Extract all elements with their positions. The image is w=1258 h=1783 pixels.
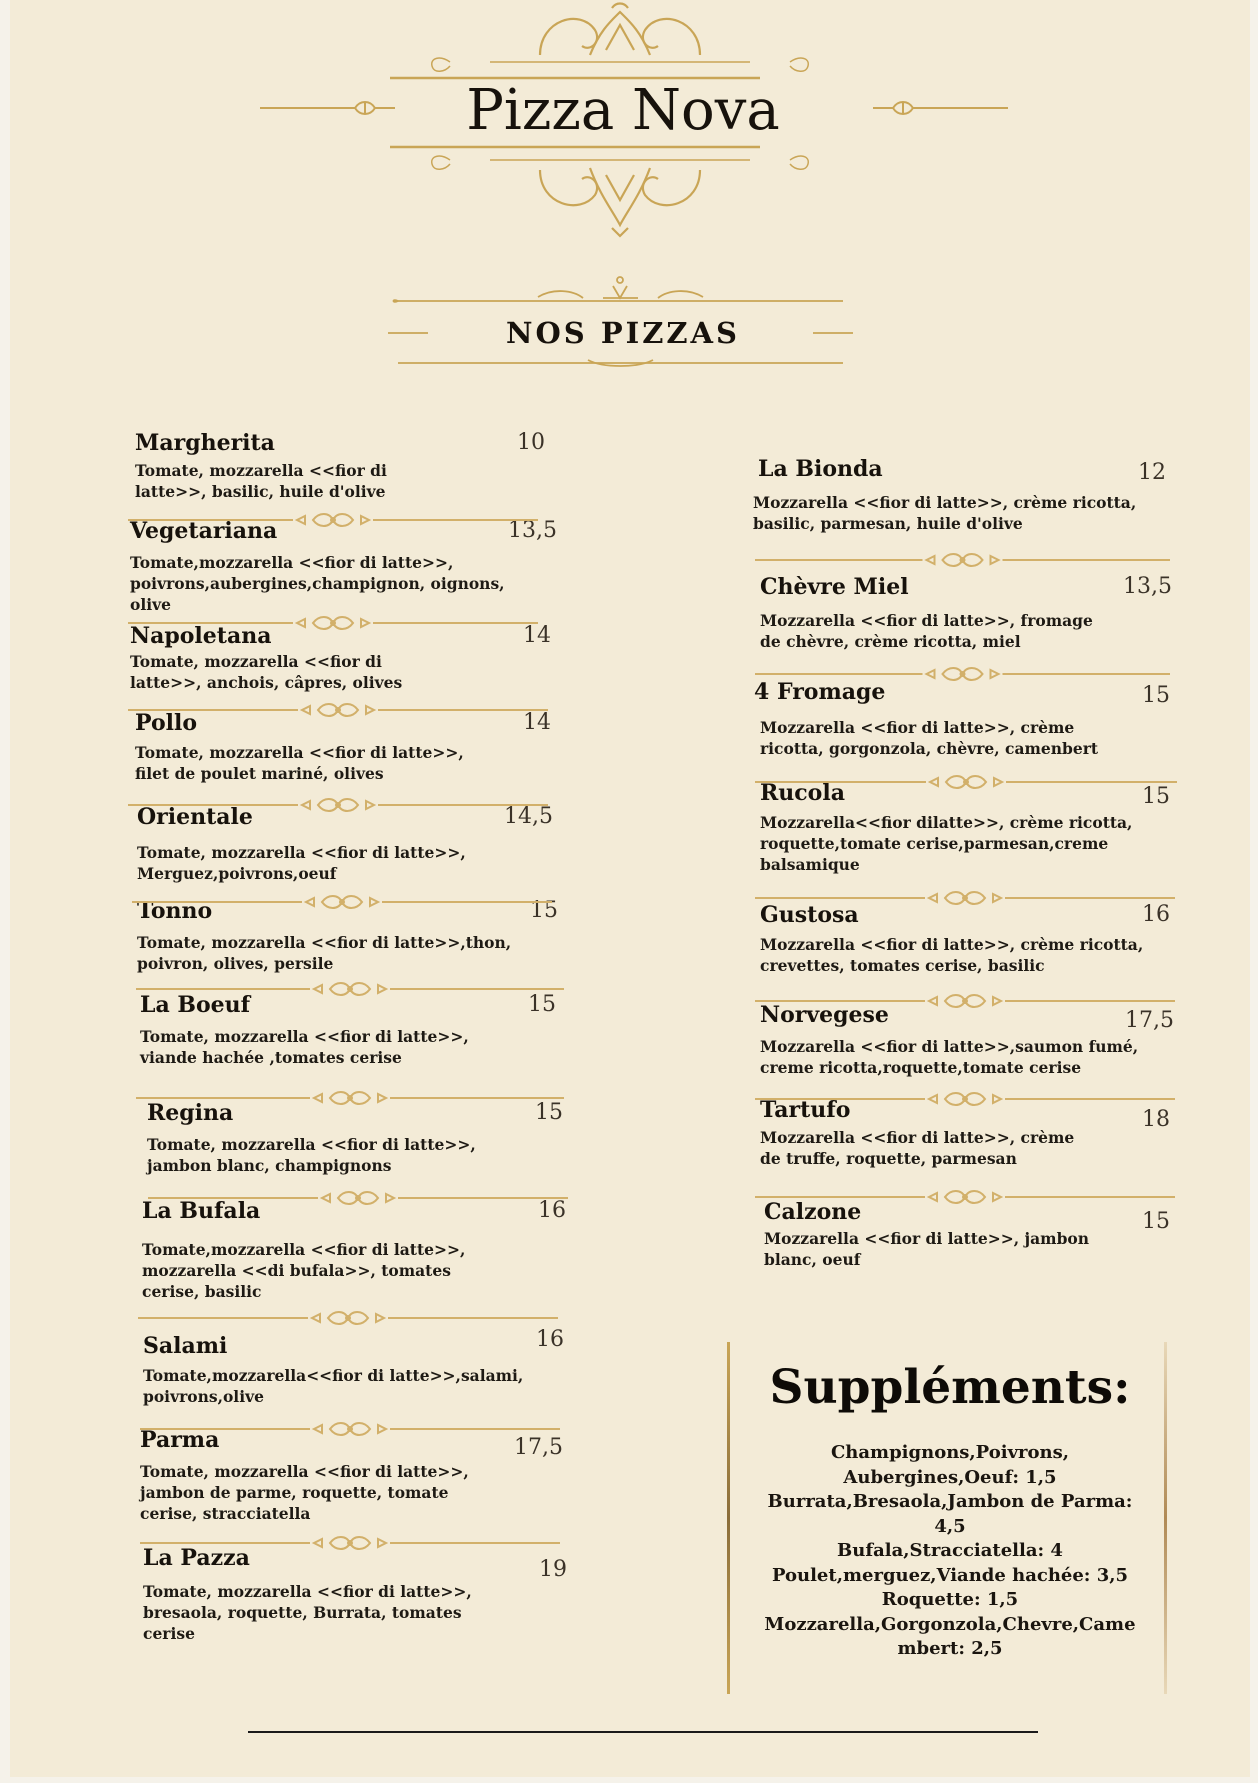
item-description: Tomate, mozzarella <<fior di latte>>, Merguez,poivrons,oeuf [137,843,466,883]
gold-divider-ornament [128,702,548,718]
item-description: Tomate, mozzarella <<fior di latte>>, jambon blanc, champignons [147,1135,476,1175]
item-name: Tonno [137,898,213,924]
gold-divider-ornament [148,1190,568,1206]
item-description: Mozzarella <<fior di latte>>, crème ricotta, basilic, parmesan, huile d'olive [753,493,1137,533]
gold-divider-ornament [755,552,1170,568]
item-description: Tomate, mozzarella <<fior di latte>>, anchois, câpres, olives [130,652,403,692]
gold-divider-ornament [755,1091,1175,1107]
item-price: 12 [1138,460,1166,485]
supplement-line: Burrata,Bresaola,Jambon de Parma: 4,5 [767,1491,1133,1537]
item-price: 15 [530,898,558,923]
restaurant-title: Pizza Nova [466,78,780,143]
supplement-line: Poulet,merguez,Viande hachée: 3,5 [771,1564,1129,1586]
item-description: Tomate, mozzarella <<fior di latte>>,thon, poivron, olives, persile [137,933,512,973]
gold-divider-ornament [755,1189,1175,1205]
supplements-left-rule [727,1342,730,1694]
item-description: Mozzarella<<fior dilatte>>, crème ricotta, roquette,tomate cerise,parmesan,creme balsamique [760,813,1133,874]
item-name: Norvegese [760,1002,889,1028]
item-description: Tomate,mozzarella <<fior di latte>>, poivrons,aubergines,champignon, oignons, olive [130,553,505,614]
item-price: 16 [1142,902,1170,927]
item-name: La Bufala [142,1198,261,1224]
gold-divider-ornament [128,615,538,631]
gold-divider-ornament [140,1421,560,1437]
item-price: 15 [1142,683,1170,708]
item-price: 14 [523,710,551,735]
item-price: 14 [523,623,551,648]
item-name: La Pazza [143,1545,250,1571]
item-price: 13,5 [1123,574,1172,599]
item-price: 15 [1142,1209,1170,1234]
item-name: Calzone [764,1199,862,1225]
item-price: 16 [536,1327,564,1352]
item-description: Tomate,mozzarella <<fior di latte>>, mozzarella <<di bufala>>, tomates cerise, basilic [142,1240,466,1301]
item-price: 13,5 [508,518,557,543]
section-title: NOS PIZZAS [506,316,740,350]
supplements-right-rule [1164,1342,1167,1694]
gold-divider-ornament [755,890,1175,906]
item-name: Chèvre Miel [760,574,909,600]
item-name: 4 Fromage [754,679,886,705]
item-name: Salami [143,1333,228,1359]
item-description: Tomate, mozzarella <<fior di latte>>, bresaola, roquette, Burrata, tomates cerise [143,1582,472,1643]
item-name: Gustosa [760,902,859,928]
gold-divider-ornament [128,797,548,813]
gold-divider-ornament [755,774,1177,790]
item-price: 15 [1142,784,1170,809]
gold-divider-ornament [136,1090,564,1106]
item-description: Mozzarella <<fior di latte>>, crème ricotta, crevettes, tomates cerise, basilic [760,935,1144,975]
item-name: Pollo [135,710,198,736]
item-name: Orientale [137,804,253,830]
item-name: La Boeuf [140,992,251,1018]
gold-divider-ornament [138,1310,558,1326]
item-name: Rucola [760,780,845,806]
item-name: La Bionda [758,456,883,482]
item-description: Tomate, mozzarella <<fior di latte>>, jambon de parme, roquette, tomate cerise, stracciatella [140,1462,469,1523]
item-price: 15 [528,992,556,1017]
item-price: 14,5 [504,804,553,829]
bottom-rule [248,1731,1038,1733]
item-name: Parma [140,1427,220,1453]
item-name: Regina [147,1100,234,1126]
gold-divider-ornament [136,981,564,997]
gold-divider-ornament [132,894,552,910]
item-description: Mozzarella <<fior di latte>>, crème ricotta, gorgonzola, chèvre, camenbert [760,718,1099,758]
supplement-line: Mozzarella,Gorgonzola,Chevre,Came mbert: 2,5 [764,1613,1136,1659]
supplement-line: Champignons,Poivrons, Aubergines,Oeuf: 1,5 [830,1442,1070,1488]
item-price: 17,5 [1125,1008,1174,1033]
supplements-box [745,1360,1155,1662]
item-price: 19 [539,1557,567,1582]
item-price: 15 [535,1100,563,1125]
supplement-line: Roquette: 1,5 [881,1589,1019,1610]
item-price: 17,5 [514,1435,563,1460]
gold-divider-ornament [140,1535,560,1551]
item-name: Vegetariana [130,518,278,544]
item-description: Mozzarella <<fior di latte>>, jambon blanc, oeuf [764,1229,1090,1269]
item-description: Mozzarella <<fior di latte>>, fromage de chèvre, crème ricotta, miel [760,611,1093,651]
supplements-title: Suppléments: [769,1360,1131,1415]
item-description: Tomate, mozzarella <<fior di latte>>, basilic, huile d'olive [135,461,387,501]
menu-page [10,0,1250,1777]
item-description: Tomate, mozzarella <<fior di latte>>, filet de poulet mariné, olives [135,743,464,783]
gold-divider-ornament [128,512,538,528]
item-name: Napoletana [130,623,272,649]
item-name: Tartufo [760,1097,851,1123]
item-description: Mozzarella <<fior di latte>>, crème de truffe, roquette, parmesan [760,1128,1075,1168]
item-description: Mozzarella <<fior di latte>>,saumon fumé, creme ricotta,roquette,tomate cerise [760,1037,1139,1077]
item-description: Tomate, mozzarella <<fior di latte>>, viande hachée ,tomates cerise [140,1027,469,1067]
item-price: 18 [1142,1107,1170,1132]
item-description: Tomate,mozzarella<<fior di latte>>,salami, poivrons,olive [143,1366,524,1406]
item-price: 10 [517,430,545,455]
gold-divider-ornament [755,993,1175,1009]
item-price: 16 [538,1198,566,1223]
supplement-line: Bufala,Stracciatella: 4 [837,1540,1063,1561]
item-name: Margherita [135,430,275,456]
gold-divider-ornament [755,666,1170,682]
